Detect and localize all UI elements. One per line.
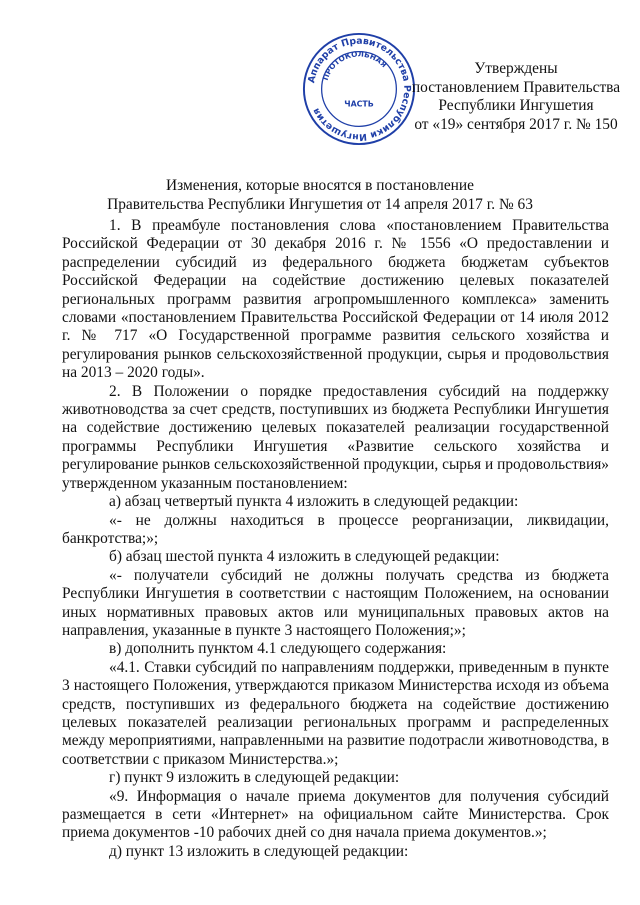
paragraph: г) пункт 9 изложить в следующей редакции: xyxy=(109,769,400,787)
approval-line: постановлением Правительства xyxy=(411,78,621,96)
stamp-outer-text: Аппарат Правительства Республики Ингушетия xyxy=(306,35,413,143)
approval-line: от «19» сентября 2017 г. № 150 xyxy=(414,115,618,133)
paragraph: «- получатели субсидий не должны получать средства из бюджета Республики Ингушетия в соответствии с настоящим Положением, на основании иных нормативных правовых актов или муниципальных правовых актов на направления, указанные в пункте 3 настоящего Положения;»; xyxy=(62,566,609,639)
paragraph: б) абзац шестой пункта 4 изложить в следующей редакции: xyxy=(109,548,500,566)
paragraph: «- не должны находиться в процессе реорганизации, ликвидации, банкротства;»; xyxy=(62,511,609,547)
approval-block xyxy=(396,60,636,134)
paragraph: в) дополнить пунктом 4.1 следующего содержания: xyxy=(109,640,447,658)
paragraph: д) пункт 13 изложить в следующей редакции: xyxy=(109,842,409,860)
paragraph: 1. В преамбуле постановления слова «постановлением Правительства Российской Федерации от 30 декабря 2016 г. № 1556 «О предоставлении и распределении субсидий из федерального бюджета бюджетам субъектов Российской Федерации на содействие достижению целевых показателей региональных программ развития агропромышленного комплекса» заменить словами «постановлением Правительства Российской Федерации от 14 июля 2012 г. № 717 «О Государственной программе развития сельского хозяйства и регулирования рынков сельскохозяйственной продукции, сырья и продовольствия на 2013 – 2020 годы». xyxy=(62,217,609,382)
stamp-inner-text: ПРОТОКОЛЬНАЯ xyxy=(320,49,389,82)
document-title xyxy=(60,177,580,214)
title-line: Изменения, которые вносятся в постановление xyxy=(166,177,474,194)
paragraph: 2. В Положении о порядке предоставления субсидий на поддержку животноводства за счет средств, поступивших из бюджета Республики Ингушетия на содействие достижению целевых показателей реализации государственной программы Республики Ингушетия «Развитие сельского хозяйства и регулирование рынков сельскохозяйственной продукции, сырья и продовольствия» утвержденном указанным постановлением: xyxy=(62,382,609,492)
title-line: Правительства Республики Ингушетия от 14 апреля 2017 г. № 63 xyxy=(107,195,533,213)
paragraph: «4.1. Ставки субсидий по направлениям поддержки, приведенным в пункте 3 настоящего Положения, утверждаются приказом Министерства исходя из объема средств, поступивших из федерального бюджета на содействие достижению целевых показателей реализации региональных программ и распределенных между мероприятиями, направленными на развитие подотрасли животноводства, в соответствии с приказом Министерства.»; xyxy=(62,658,609,768)
paragraph: «9. Информация о начале приема документов для получения субсидий размещается в сети «Интернет» на официальном сайте Министерства. Срок приема документов -10 рабочих дней со дня начала приема документов.»; xyxy=(62,787,609,842)
paragraph: а) абзац четвертый пункта 4 изложить в следующей редакции: xyxy=(109,493,519,511)
approval-line: Республики Ингушетия xyxy=(438,97,594,114)
approval-line: Утверждены xyxy=(474,60,558,77)
document-body xyxy=(62,217,609,861)
stamp-center-text: ЧАСТЬ xyxy=(344,99,374,109)
